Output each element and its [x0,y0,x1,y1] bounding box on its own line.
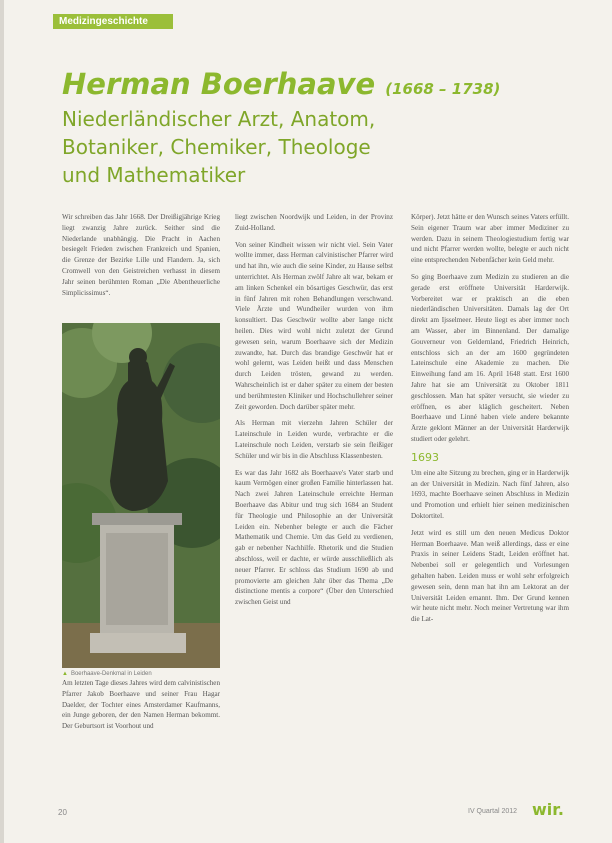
statue-photo [62,323,220,668]
paragraph: Es war das Jahr 1682 als Boerhaave's Vater starb und kaum Vermögen einer großen Familie hinterlassen hat. Nach zwei Jahren Lateinschule erreichte Herman Boerhaave das Abitur und trug sich 1684 an Student für Theologie und Philosophie an der Universität Leiden ein. Nebenher belegte er auch die Fächer Mathematik und Chemie. Um das Geld zu verdienen, gab er nebenher Nachhilfe. Rhetorik und die Studien abschloss, weil er dachte, er würde ausschließlich als neuer Pfarrer. Er schloss das Studium 1690 ab und promovierte am gleichen Jahr über das Thema „De distinctione mentis a corpore“ (Über den Unterschied zwischen Geist und [235,468,393,607]
paragraph: Wir schreiben das Jahr 1668. Der Dreißigjährige Krieg liegt zwanzig Jahre zurück. Seither sind die Niederlande unabhängig. Die Pracht in Aachen besiegelt Frieden zwischen Frankreich und Spanien, die Grenze der Bezirke Lille und Flandern. Ja, sich Cromwell von den Geistreichen verhasst in diesem Jahr seinen berühmten Roman „Die Abentheuerliche Simplicissimus“. [62,213,220,297]
caption-text: Boerhaave-Denkmal in Leiden [70,671,152,677]
issue-label: IV Quartal 2012 [468,808,518,815]
title-name: Herman Boerhaave [62,67,376,101]
paragraph: Am letzten Tage dieses Jahres wird dem calvinistischen Pfarrer Jakob Boerhaave und seiner Frau Hagar Daelder, der Tochter eines Amsterdamer Kaufmanns, ein Junge geboren, der den Namen Herman bekommt. Der Geburtsort ist Voorhout und [62,679,220,731]
paragraph: Körper). Jetzt hätte er den Wunsch seines Vaters erfüllt. Sein eigener Traum war aber immer Mediziner zu werden. Dazu in seinem Theologiestudium fertig war und nicht Pfarrer werden wollte, belegte er auch nicht eine entsprechenden Nebenfächer kein Geld mehr. [411,213,569,265]
paragraph: liegt zwischen Noordwijk und Leiden, in der Provinz Zuid-Holland. [235,213,393,232]
paragraph: Um eine alte Sitzung zu brechen, ging er in Harderwijk an der Universität in Medizin. Nach fünf Jahren, also 1693, machte Boerhaave seinen Abschluss in Medizin und Promotion und erhielt hier seinen medizinischen Doktortitel. [411,468,569,520]
statue-illustration [62,323,220,668]
subtitle-line: Botaniker, Chemiker, Theologe [62,135,371,159]
paragraph: So ging Boerhaave zum Medizin zu studieren an die gerade erst eröffnete Universität Harderwijk. Vorbereitet war er praktisch an die eben niederländischen Universitäten. Damals lag der Ort direkt am Ijsselmeer. Heute liegt es aber immer noch am Wasser, aber im Binnenland. Der damalige Gouverneur von Geldernland, Friedrich Heinrich, entschloss sich an der am 1600 gegründeten Lateinschule eine Akademie zu machen. Die Einweihung fand am 16. April 1648 statt. Erst 1600 Jahre hat sie am Universität zu Oktober 1811 geschlossen. Man hat später versucht, sie wieder zu eröffnen, es aber kläglich gescheitert. Neben Boerhaave und Linné haben viele andere bekannte Ärzte geklont Männer an der Universität Harderwijk studiert oder gelehrt. [411,272,569,443]
page-number: 20 [58,808,67,817]
triangle-icon: ▲ [62,671,68,677]
subtitle-line: Niederländischer Arzt, Anatom, [62,107,376,131]
section-tag: Medizingeschichte [53,14,173,29]
column-2 [235,212,393,614]
photo-caption [62,671,220,677]
year-heading: 1693 [411,450,439,464]
column-3 [411,212,569,631]
paragraph: Jetzt wird es still um den neuen Medicus Doktor Herman Boerhaave. Man weiß allerdings, dass er eine Praxis in seiner Leidens Stadt, Leiden eröffnet hat. Nebenbei soll er gelegentlich und Vorlesungen gehalten haben. Leiden muss er wohl sehr erfolgreich gewesen sein, denn man hat ihn am Lektorat an der Universität Leiden ernannt. Ihm. Der Grund kennen wir heute nicht mehr. Noch meiner Vertretung war ihm die Lat- [411,528,569,624]
article-subtitle [62,105,482,189]
subtitle-line: und Mathematiker [62,163,246,187]
paragraph: Als Herman mit vierzehn Jahren Schüler der Lateinschule in Leiden wurde, verbrachte er die Lateinschule noch Leiden, verstarb sie sein fleißiger Schüler und wir bis in die Abschluss Klassenbesten. [235,419,393,460]
title-dates: (1668 – 1738) [385,80,501,98]
magazine-logo: wir. [532,800,564,819]
article-title [62,66,500,107]
paragraph: Von seiner Kindheit wissen wir nicht viel. Sein Vater wollte immer, dass Herman calvinistischer Pfarrer wird und hat ihn, wie auch die seine Kinder, zu Hause selbst unterrichtet. Als Herman zwölf Jahre alt war, bekam er am linken Schenkel ein bösartiges Geschwür, das erst in fünf Jahren mit rohen Behandlungen verschwand. Viele Ärzte und Wundheiler wurden von ihm konsultiert. Das Geschwür wollte aber lange nicht heilen. Dies wird wohl nicht zuletzt der Grund gewesen sein, warum Boerhaave sich der Medizin zuwandte, hat. Durch das brandige Geschwür hat er wohl gelernt, was Leiden heißt und dass Menschen durch Leiden trösten, gewand zu werden. Wahrscheinlich ist er daher später zu einem der besten und berühmtesten Kliniker und Hochschullehrer seiner Zeit geworden. Doch darüber später mehr. [235,240,393,411]
column-1-bottom [62,678,220,738]
